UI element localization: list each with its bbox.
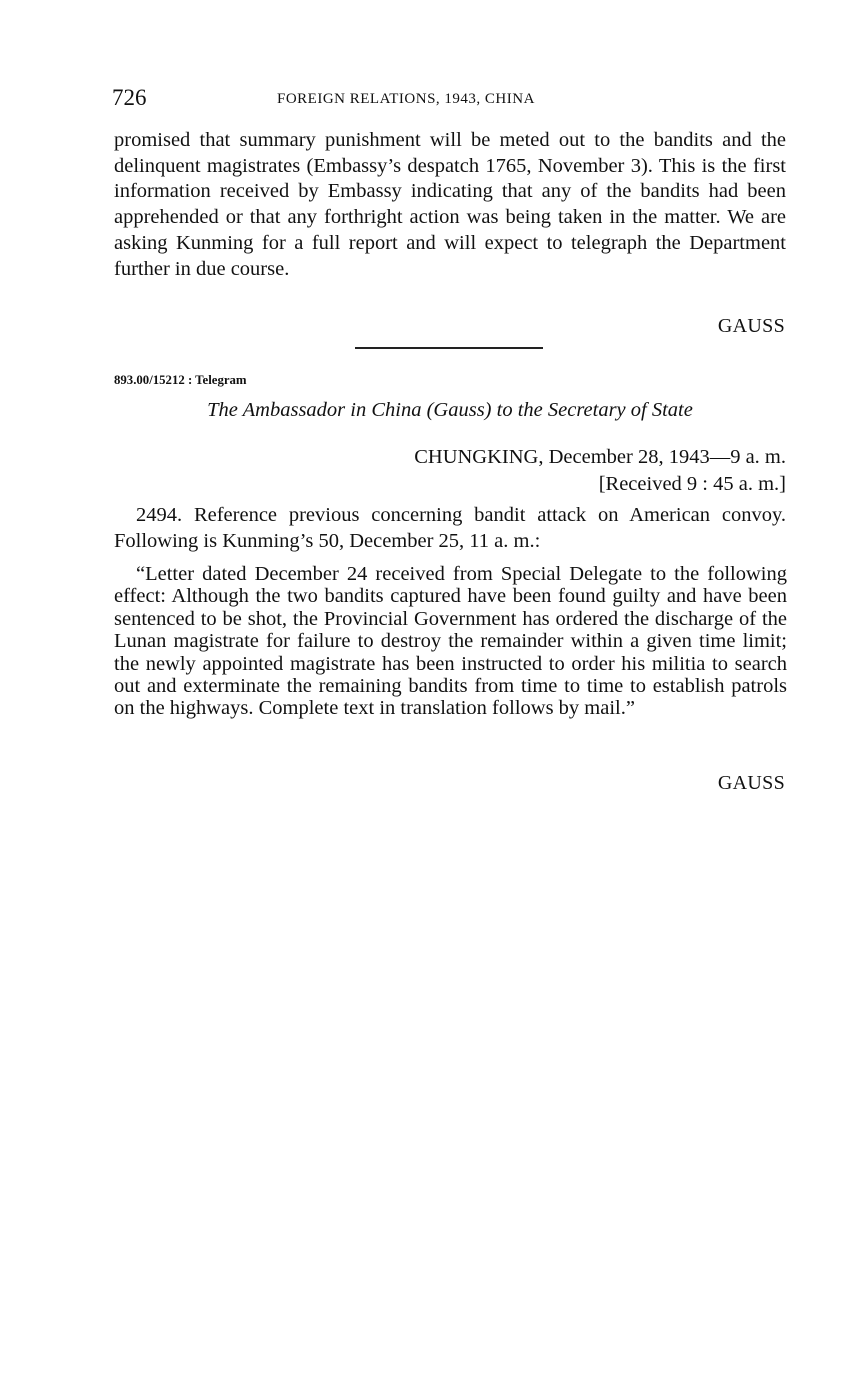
received-time: [Received 9 : 45 a. m.] <box>598 473 786 495</box>
page-number: 726 <box>112 85 147 110</box>
running-title: FOREIGN RELATIONS, 1943, CHINA <box>277 91 535 107</box>
dateline: CHUNGKING, December 28, 1943—9 a. m. <box>414 446 786 468</box>
document-title: The Ambassador in China (Gauss) to the Secretary of State <box>207 399 693 421</box>
telegram-body: 2494. Reference previous concerning bandit attack on American convoy. Following is Kunming’s 50, December 25, 11 a. m.: <box>114 504 786 552</box>
page-header <box>112 84 790 114</box>
file-reference: 893.00/15212 : Telegram <box>114 373 247 387</box>
second-signature: GAUSS <box>717 772 785 794</box>
first-signature: GAUSS <box>717 315 785 337</box>
section-divider <box>355 347 543 349</box>
quoted-message: “Letter dated December 24 received from Special Delegate to the following effect: Although the two bandits captured have been found guilty and have been sentenced to be shot, the Provincial Government has ordered the discharge of the Lunan magistrate for failure to destroy the remainder within a given time limit; the newly appointed magistrate has been instructed to order his militia to search out and exterminate the remaining bandits from time to time to establish patrols on the highways. Complete text in translation follows by mail.” <box>114 563 787 720</box>
continued-paragraph: promised that summary punishment will be meted out to the bandits and the delinquent magistrates (Embassy’s despatch 1765, November 3). This is the first information received by Embassy indicating that any of the bandits had been apprehended or that any forthright action was being taken in the matter. We are asking Kunming for a full report and will expect to telegraph the Department further in due course. <box>114 129 786 280</box>
